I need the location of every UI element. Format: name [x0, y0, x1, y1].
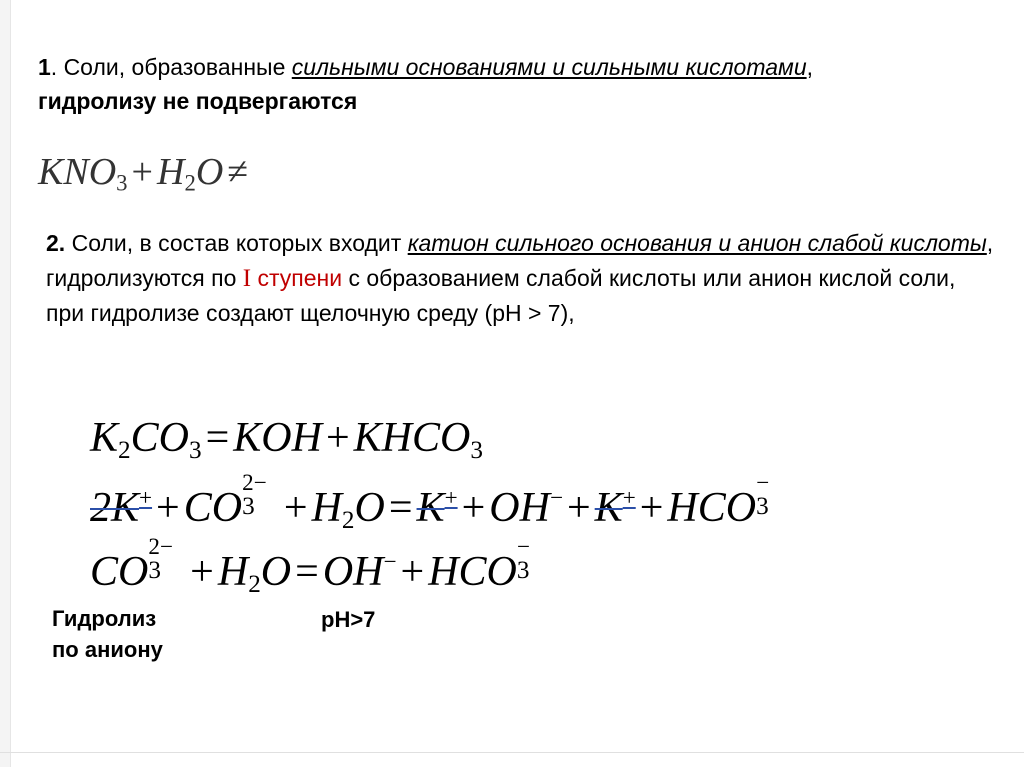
khco-subscript: 3: [470, 437, 483, 465]
co-charge: 2−: [242, 468, 267, 495]
h-symbol: H: [217, 549, 249, 595]
roman-numeral-one: I: [242, 265, 252, 292]
plus-sign: +: [639, 485, 664, 531]
equals-sign: =: [295, 549, 319, 595]
co-subscript: 3: [148, 556, 161, 584]
co-charge: 2−: [148, 532, 173, 559]
co-symbol: CO: [183, 485, 243, 531]
rule-2-text-3: с образованием слабой кислоты или анион кислой соли, при гидролизе создают щелочную среду (pH > 7),: [46, 265, 956, 326]
o-symbol: O: [354, 485, 385, 531]
khco-formula: KHCO: [353, 415, 471, 461]
plus-sign: +: [400, 549, 425, 595]
rule-2-text-2: , гидролизуются по: [46, 230, 994, 291]
equation-ionic-full: [90, 468, 794, 535]
equation-k2co3: [90, 414, 483, 465]
rule-1-emphasis: сильными основаниями и сильными кислотами: [291, 54, 807, 80]
o-symbol: O: [260, 549, 292, 595]
oh-charge: −: [383, 547, 397, 574]
rule-2-emphasis: катион сильного основания и анион слабой кислоты: [407, 230, 987, 256]
stage-word: ступени: [251, 265, 343, 291]
k-charge: +: [444, 483, 458, 510]
struck-2k-ion: [90, 485, 152, 531]
equation-kno3: [38, 150, 252, 196]
hco-charge: −: [516, 532, 530, 559]
h-symbol: H: [311, 485, 342, 531]
h-subscript: 2: [341, 507, 355, 535]
slide-left-edge: [0, 0, 11, 767]
k-symbol: K: [90, 415, 119, 461]
hydrolysis-type-line-1: Гидролиз: [52, 606, 157, 631]
h-subscript: 2: [248, 571, 261, 599]
plus-sign: +: [566, 485, 591, 531]
hydrolysis-type-line-2: по аниону: [52, 637, 163, 662]
hco-subscript: 3: [756, 492, 769, 520]
k-charge: +: [622, 483, 636, 510]
ph-note: pH>7: [321, 607, 376, 632]
rule-1-text: . Соли, образованные: [50, 54, 292, 80]
rule-1-comma: ,: [806, 54, 813, 80]
2k-charge: +: [139, 483, 153, 510]
kno-subscript: 3: [116, 170, 128, 196]
kno-formula: KNO: [38, 151, 117, 193]
h-subscript: 2: [184, 170, 196, 196]
hco-symbol: HCO: [428, 549, 517, 595]
equals-sign: =: [388, 485, 413, 531]
co-charge-index: [242, 468, 280, 521]
bottom-divider: [0, 752, 1024, 753]
hco-subscript: 3: [516, 556, 530, 584]
rule-2-number: 2.: [46, 230, 66, 256]
co-symbol: CO: [90, 549, 149, 595]
hco-charge-index: [516, 532, 555, 585]
k-symbol: K: [594, 485, 623, 531]
h-symbol: H: [156, 151, 185, 193]
paragraph-rule-2: [46, 226, 996, 331]
co-symbol: CO: [130, 415, 189, 461]
koh-formula: KOH: [233, 415, 322, 461]
2k-symbol: 2K: [90, 485, 140, 531]
rule-2-text: Соли, в состав которых входит: [65, 230, 408, 256]
oh-symbol: OH: [489, 485, 550, 531]
oh-charge: −: [549, 483, 563, 510]
rule-1-conclusion: гидролизу не подвергаются: [38, 88, 358, 114]
plus-sign: +: [461, 485, 486, 531]
co-subscript: 3: [188, 437, 202, 465]
struck-k-ion: [417, 485, 458, 531]
co-charge-index: [148, 532, 186, 585]
paragraph-rule-1: [38, 50, 918, 118]
plus-sign: +: [131, 151, 153, 193]
rule-1-number: 1: [38, 54, 51, 80]
plus-sign: +: [156, 485, 180, 531]
oh-symbol: OH: [322, 549, 384, 595]
not-equal-sign: ≠: [227, 151, 249, 193]
co-subscript: 3: [242, 492, 255, 520]
equation-ionic-short: [90, 532, 555, 599]
hydrolysis-type-note: [52, 603, 163, 665]
hco-symbol: HCO: [667, 485, 757, 531]
plus-sign: +: [190, 549, 214, 595]
hco-charge: −: [756, 468, 770, 495]
struck-k-ion-2: [595, 485, 636, 531]
o-symbol: O: [195, 151, 224, 193]
k-symbol: K: [416, 485, 445, 531]
plus-sign: +: [283, 485, 308, 531]
plus-sign: +: [325, 415, 350, 461]
equals-sign: =: [205, 415, 230, 461]
hco-charge-index: [756, 468, 794, 521]
k-subscript: 2: [118, 437, 131, 465]
